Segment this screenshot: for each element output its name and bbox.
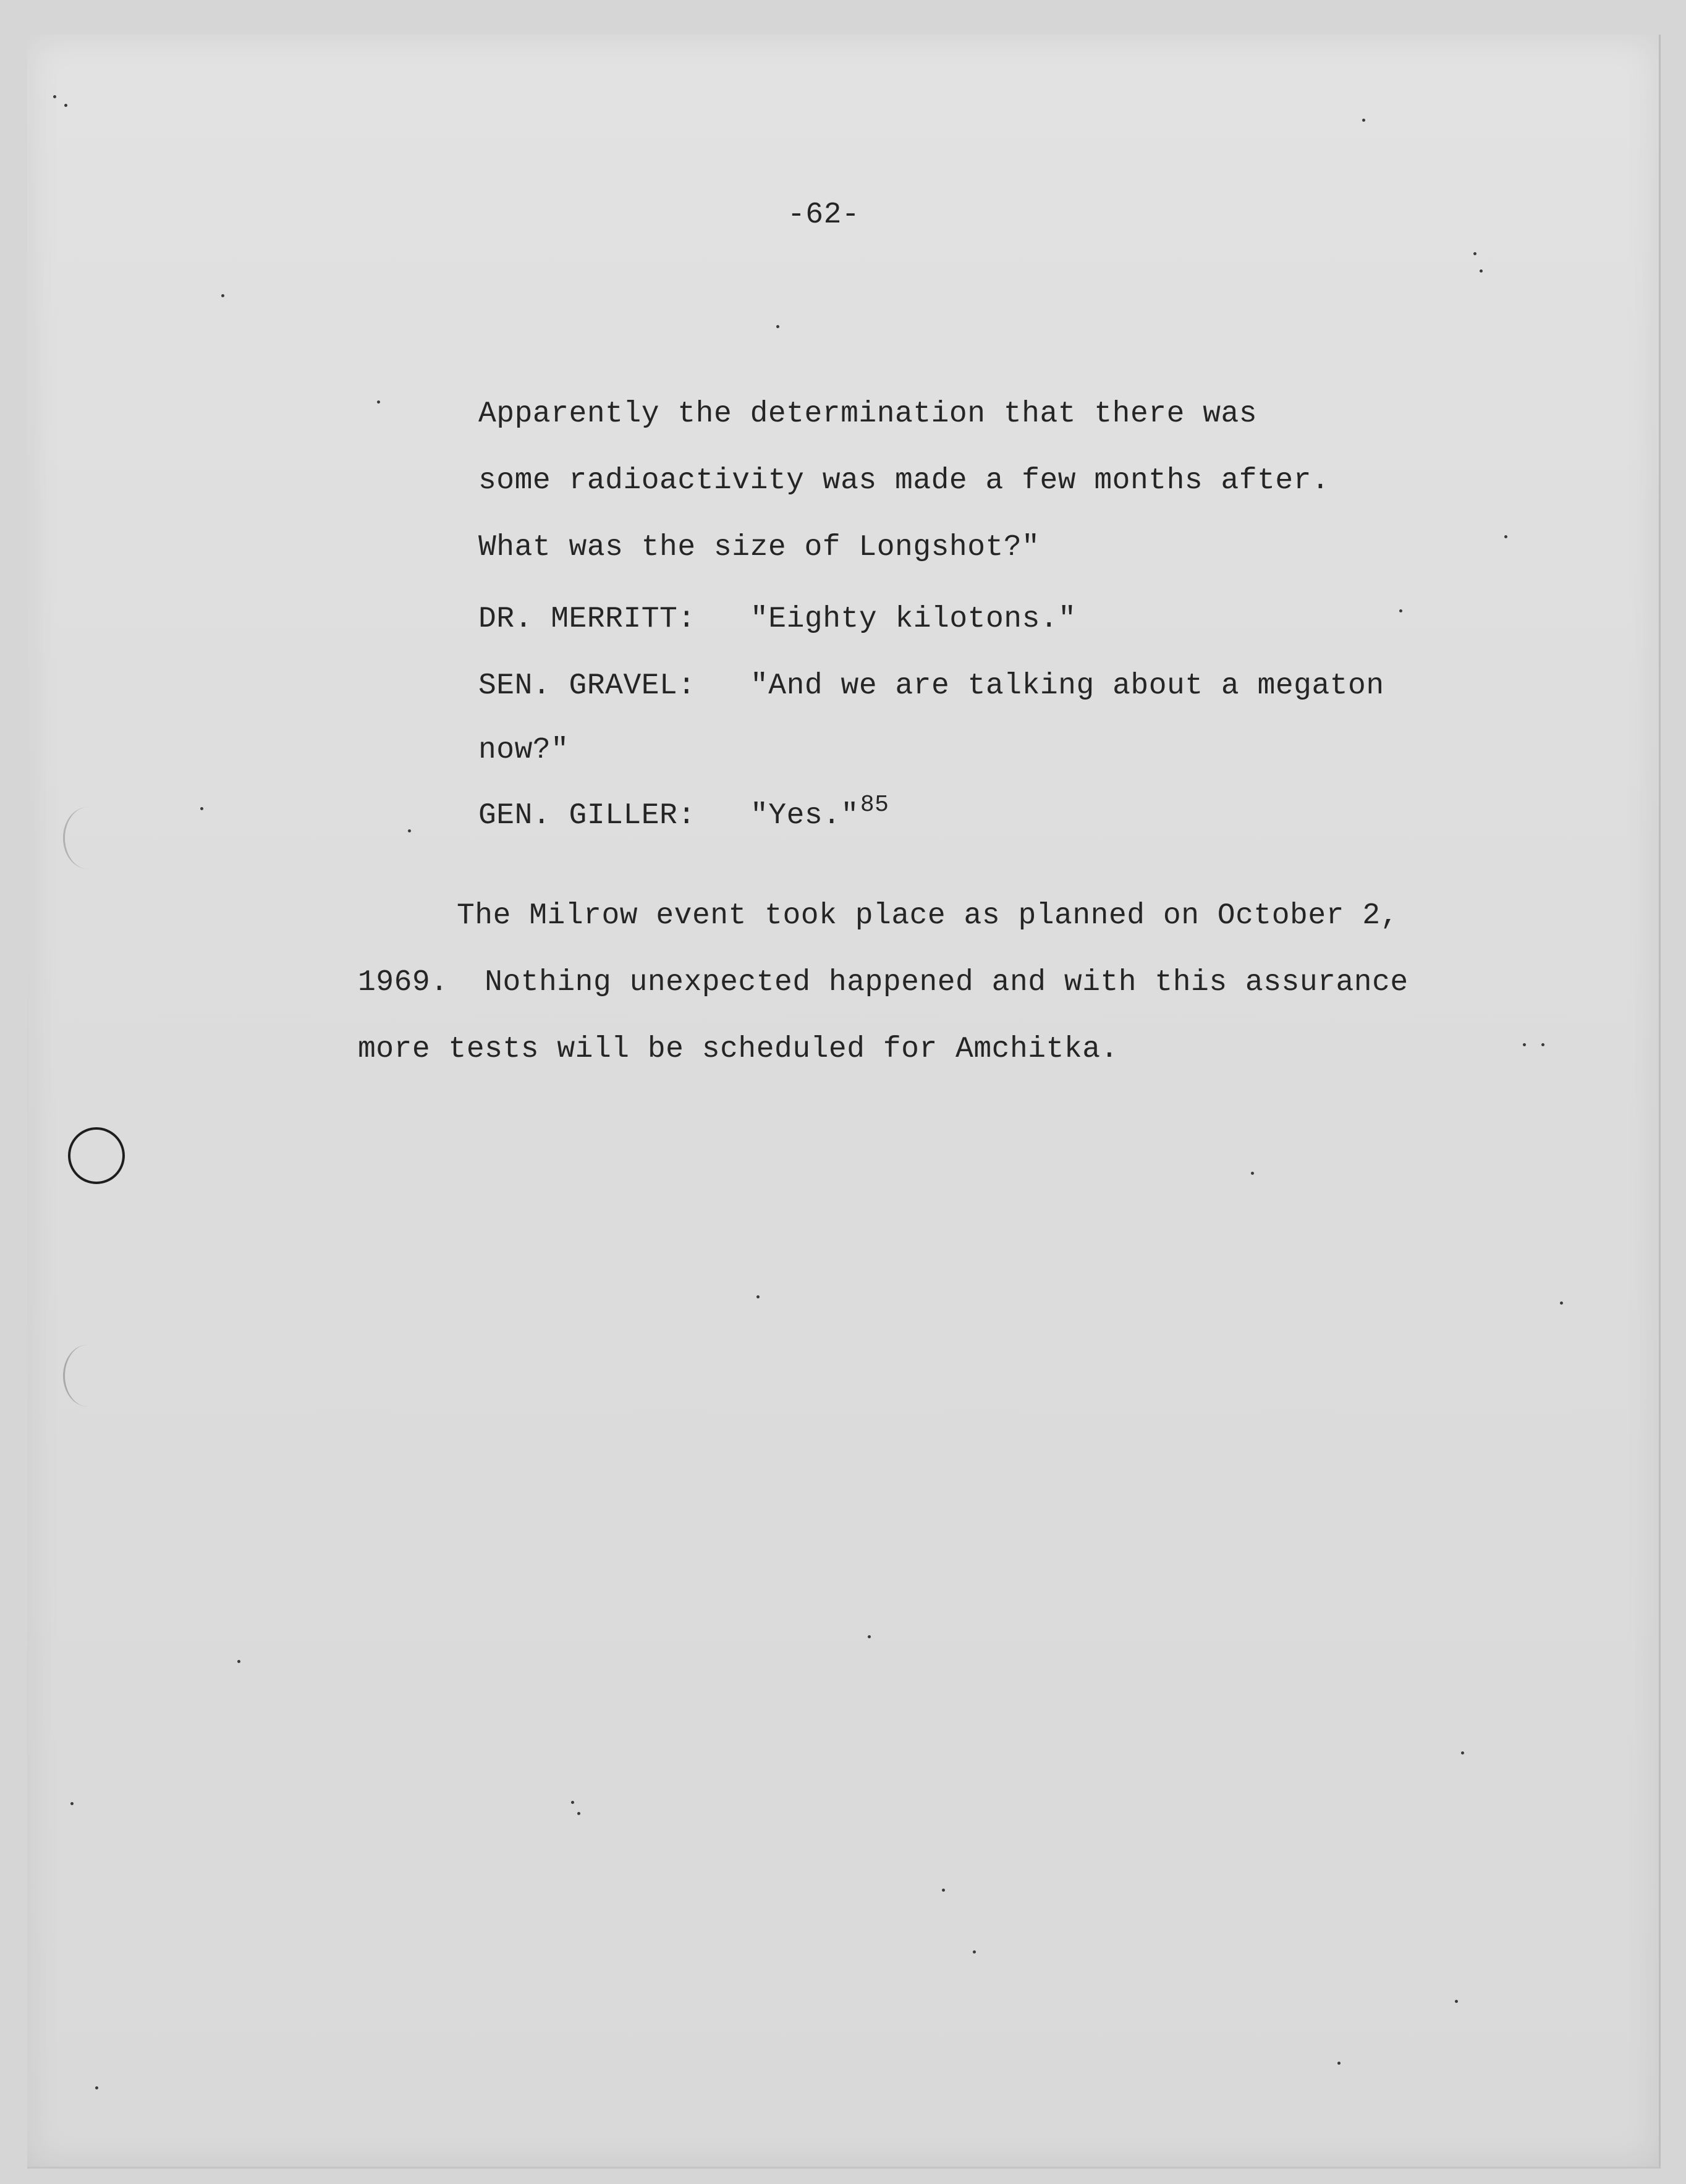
- scan-speck: [1560, 1302, 1563, 1305]
- typewritten-sheet: [27, 35, 1661, 2169]
- dialogue-line-merritt: [478, 604, 1076, 634]
- speaker-name: SEN. GRAVEL:: [478, 669, 696, 703]
- scan-speck: [237, 1660, 240, 1663]
- dialogue-line-giller: [478, 792, 889, 832]
- scan-speck: [53, 95, 56, 98]
- scan-speck: [1399, 609, 1402, 612]
- dialogue-line-gravel: [478, 671, 1384, 701]
- scan-speck: [64, 104, 67, 107]
- scan-speck: [1455, 2000, 1458, 2003]
- quote-line: Apparently the determination that there was: [478, 397, 1258, 431]
- scan-speck: [1337, 2062, 1341, 2065]
- paragraph-line: 1969. Nothing unexpected happened and with this assurance: [358, 966, 1409, 999]
- scan-speck: [200, 807, 203, 810]
- scan-speck: [1362, 119, 1365, 122]
- scan-speck: [95, 2086, 98, 2089]
- scan-speck: [1473, 252, 1476, 255]
- speaker-statement: "Yes.": [750, 799, 859, 832]
- scan-speck: [973, 1950, 976, 1953]
- scan-speck: [1523, 1043, 1526, 1046]
- page-number: -62-: [787, 198, 860, 232]
- quote-line: What was the size of Longshot?": [478, 531, 1040, 564]
- scan-speck: [577, 1812, 580, 1815]
- scan-speck: [377, 400, 380, 404]
- scan-speck: [756, 1295, 760, 1298]
- scan-speck: [1504, 535, 1507, 538]
- scan-speck: [1251, 1172, 1254, 1175]
- scan-speck: [70, 1802, 74, 1805]
- speaker-statement: "And we are talking about a megaton: [750, 669, 1384, 703]
- scan-speck: [408, 829, 411, 832]
- quote-line: some radioactivity was made a few months after.: [478, 464, 1330, 497]
- scan-speck: [776, 325, 779, 328]
- speaker-name: GEN. GILLER:: [478, 799, 696, 832]
- punch-hole-mark-upper: [63, 807, 112, 869]
- speaker-name: DR. MERRITT:: [478, 603, 696, 636]
- dialogue-continuation: now?": [478, 734, 569, 767]
- footnote-reference: 85: [860, 792, 889, 818]
- scan-speck: [868, 1635, 871, 1638]
- scan-speck: [1541, 1043, 1544, 1046]
- scan-speck: [1461, 1751, 1464, 1754]
- punch-hole-mark-lower: [63, 1345, 112, 1407]
- punch-hole-mark-middle: [68, 1127, 125, 1184]
- paragraph-line: more tests will be scheduled for Amchitka.: [358, 1033, 1119, 1066]
- scan-speck: [221, 294, 224, 297]
- scan-speck: [1480, 269, 1483, 273]
- scan-speck: [571, 1801, 574, 1804]
- speaker-statement: "Eighty kilotons.": [750, 603, 1077, 636]
- scan-speck: [942, 1889, 945, 1892]
- paragraph-line: The Milrow event took place as planned on October 2,: [457, 899, 1399, 933]
